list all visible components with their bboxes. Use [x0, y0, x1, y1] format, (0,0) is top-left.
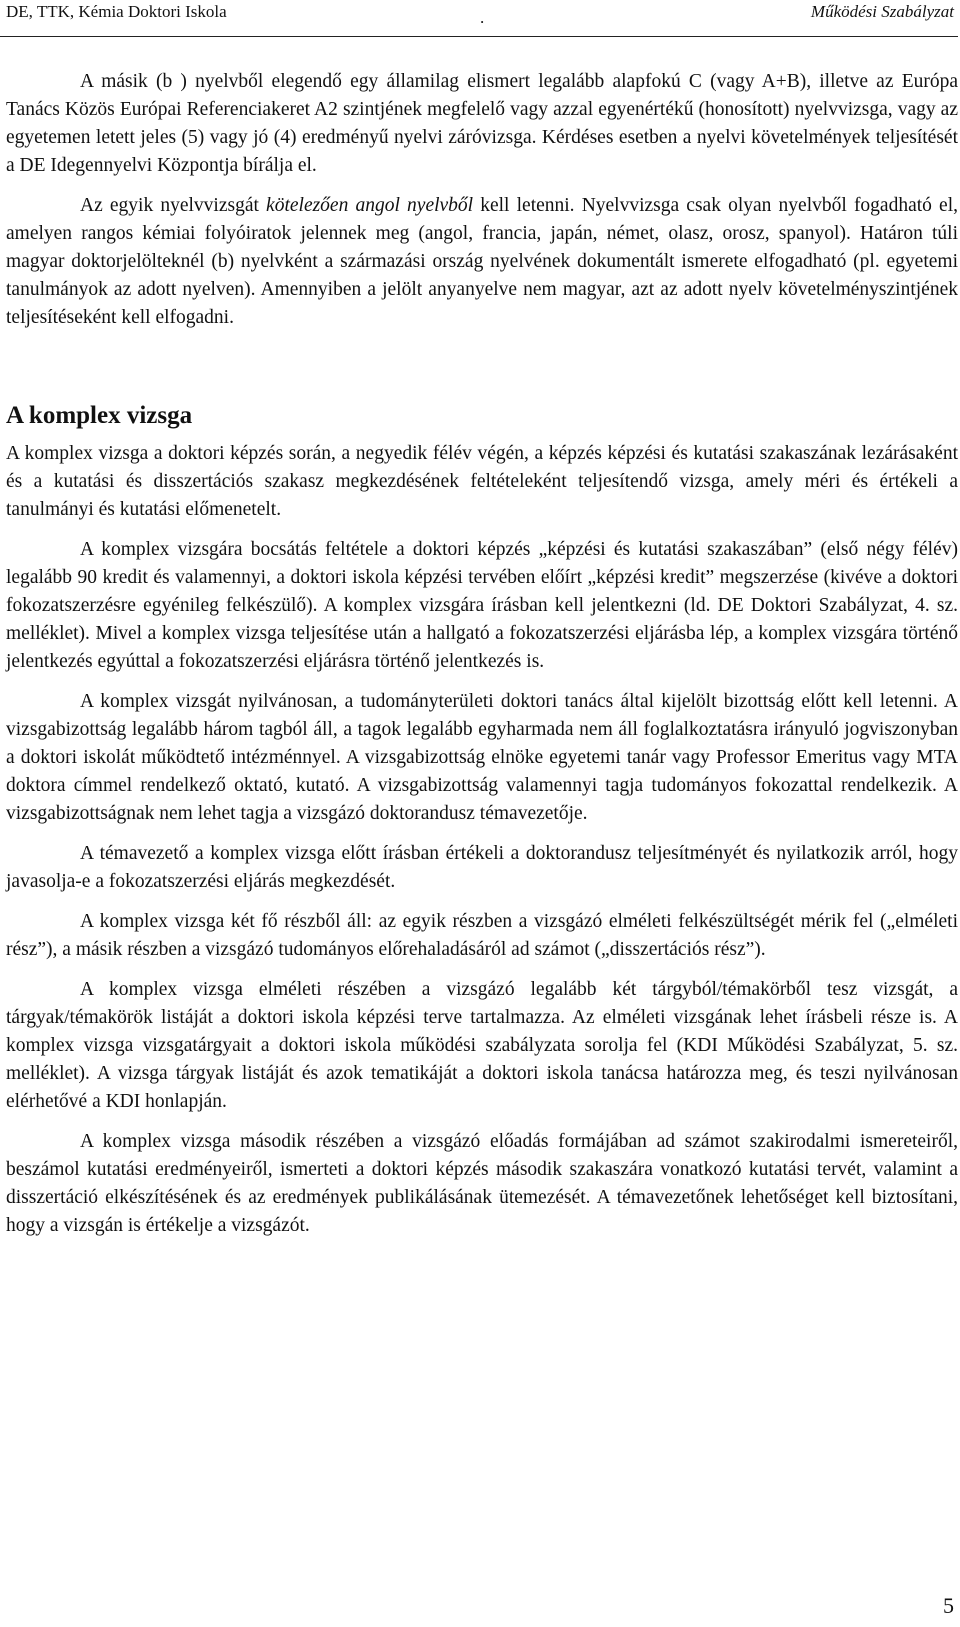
- paragraph: [6, 840, 958, 896]
- paragraph: [6, 1128, 958, 1240]
- paragraph: [6, 976, 958, 1116]
- paragraph: [6, 68, 958, 180]
- page-header: [0, 0, 958, 37]
- page-content: [6, 68, 958, 1252]
- paragraph: [6, 688, 958, 828]
- paragraph-text: kell letenni. Nyelvvizsga csak olyan nyelvből fogadható el, amelyen rangos kémiai folyóiratok jelennek meg (angol, francia, japán, német, olasz, orosz, spanyol). Határon túli magyar doktorjelölteknél (b) nyelvként a származási ország nyelvének dokumentált ismerete elfogadható (pl. egyetemi tanulmányok az adott nyelven). Amennyiben a jelölt anyanyelve nem magyar, azt az adott nyelv követelményszintjének teljesítéseként kell elfogadni.: [6, 195, 958, 328]
- paragraph-text: A komplex vizsga a doktori képzés során, a negyedik félév végén, a képzés képzési és kutatási szakaszának lezárásaként és a kutatási és disszertációs szakasz megkezdésének feltételeként teljesítendő vizsga, amely méri és értékeli a tanulmányi és kutatási előmenetelt.: [6, 443, 958, 520]
- paragraph-text: A komplex vizsga két fő részből áll: az egyik részben a vizsgázó elméleti felkészültségét mérik fel („elméleti rész”), a másik részben a vizsgázó tudományos előrehaladásáról ad számot („disszertációs rész”).: [6, 911, 958, 960]
- header-right-text: Működési Szabályzat: [810, 2, 954, 21]
- paragraph-text: A komplex vizsgára bocsátás feltétele a doktori képzés „képzési és kutatási szakaszában” (első négy félév) legalább 90 kredit és valamennyi, a doktori iskola képzési tervében előírt „képzési kredit” megszerzése (kivéve a doktori fokozatszerzésre egyénileg felkészülő). A komplex vizsgára írásban kell jelentkezni (ld. DE Doktori Szabályzat, 4. sz. melléklet). Mivel a komplex vizsga teljesítése után a hallgató a fokozatszerzési eljárásba lép, a komplex vizsgára történő jelentkezés egyúttal a fokozatszerzési eljárásra történő jelentkezés is.: [6, 539, 958, 672]
- language-requirements-section: [6, 68, 958, 332]
- paragraph-text: A komplex vizsga elméleti részében a vizsgázó legalább két tárgyból/témakörből tesz vizsgát, a tárgyak/témakörök listáját a doktori iskola képzési terve tartalmazza. Az elméleti vizsgának lehet írásbeli része is. A komplex vizsga vizsgatárgyait a doktori iskola működési szabályzata sorolja fel (KDI Működési Szabályzat, 5. sz. melléklet). A vizsga tárgyak listáját és azok tematikáját a doktori iskola tanácsa határozza meg, és teszi nyilvánosan elérhetővé a KDI honlapján.: [6, 979, 958, 1112]
- paragraph-text: A témavezető a komplex vizsga előtt írásban értékeli a doktorandusz teljesítményét és nyilatkozik arról, hogy javasolja-e a fokozatszerzési eljárás megkezdését.: [6, 843, 958, 892]
- paragraph: [6, 908, 958, 964]
- header-center-mark: .: [480, 8, 485, 27]
- paragraph: [6, 536, 958, 676]
- emphasized-text: kötelezően angol nyelvből: [266, 195, 474, 216]
- complex-exam-section: [6, 440, 958, 1240]
- header-left-text: DE, TTK, Kémia Doktori Iskola: [6, 2, 227, 21]
- section-spacer: [6, 344, 958, 400]
- paragraph-text: A komplex vizsga második részében a vizsgázó előadás formájában ad számot szakirodalmi ismereteiről, beszámol kutatási eredményeiről, ismerteti a doktori képzés második szakaszára vonatkozó kutatási tervét, valamint a disszertáció elkészítésének és az eredmények publikálásának ütemezését. A témavezetőnek lehetőséget kell biztosítani, hogy a vizsgán is értékelje a vizsgázót.: [6, 1131, 958, 1236]
- paragraph-text: A komplex vizsgát nyilvánosan, a tudományterületi doktori tanács által kijelölt bizottság előtt kell letenni. A vizsgabizottság legalább három tagból áll, a tagok legalább egyharmada nem áll foglalkoztatásra irányuló jogviszonyban a doktori iskolát működtető intézménnyel. A vizsgabizottság elnöke egyetemi tanár vagy Professor Emeritus vagy MTA doktora címmel rendelkező oktató, kutató. A vizsgabizottság valamennyi tagja tudományos fokozattal rendelkezik. A vizsgabizottságnak nem lehet tagja a vizsgázó doktorandusz témavezetője.: [6, 691, 958, 824]
- paragraph-text: Az egyik nyelvvizsgát: [80, 195, 267, 216]
- paragraph: [6, 440, 958, 524]
- paragraph-text: A másik (b ) nyelvből elegendő egy államilag elismert legalább alapfokú C (vagy A+B), illetve az Európa Tanács Közös Európai Referenciakeret A2 szintjének megfelelő vagy azzal egyenértékű (honosított) nyelvvizsga, vagy az egyetemen letett jeles (5) vagy jó (4) eredményű nyelvi záróvizsga. Kérdéses esetben a nyelvi követelmények teljesítését a DE Idegennyelvi Központja bírálja el.: [6, 71, 958, 176]
- paragraph: [6, 192, 958, 332]
- page-number: 5: [943, 1593, 954, 1618]
- section-heading: A komplex vizsga: [6, 402, 193, 429]
